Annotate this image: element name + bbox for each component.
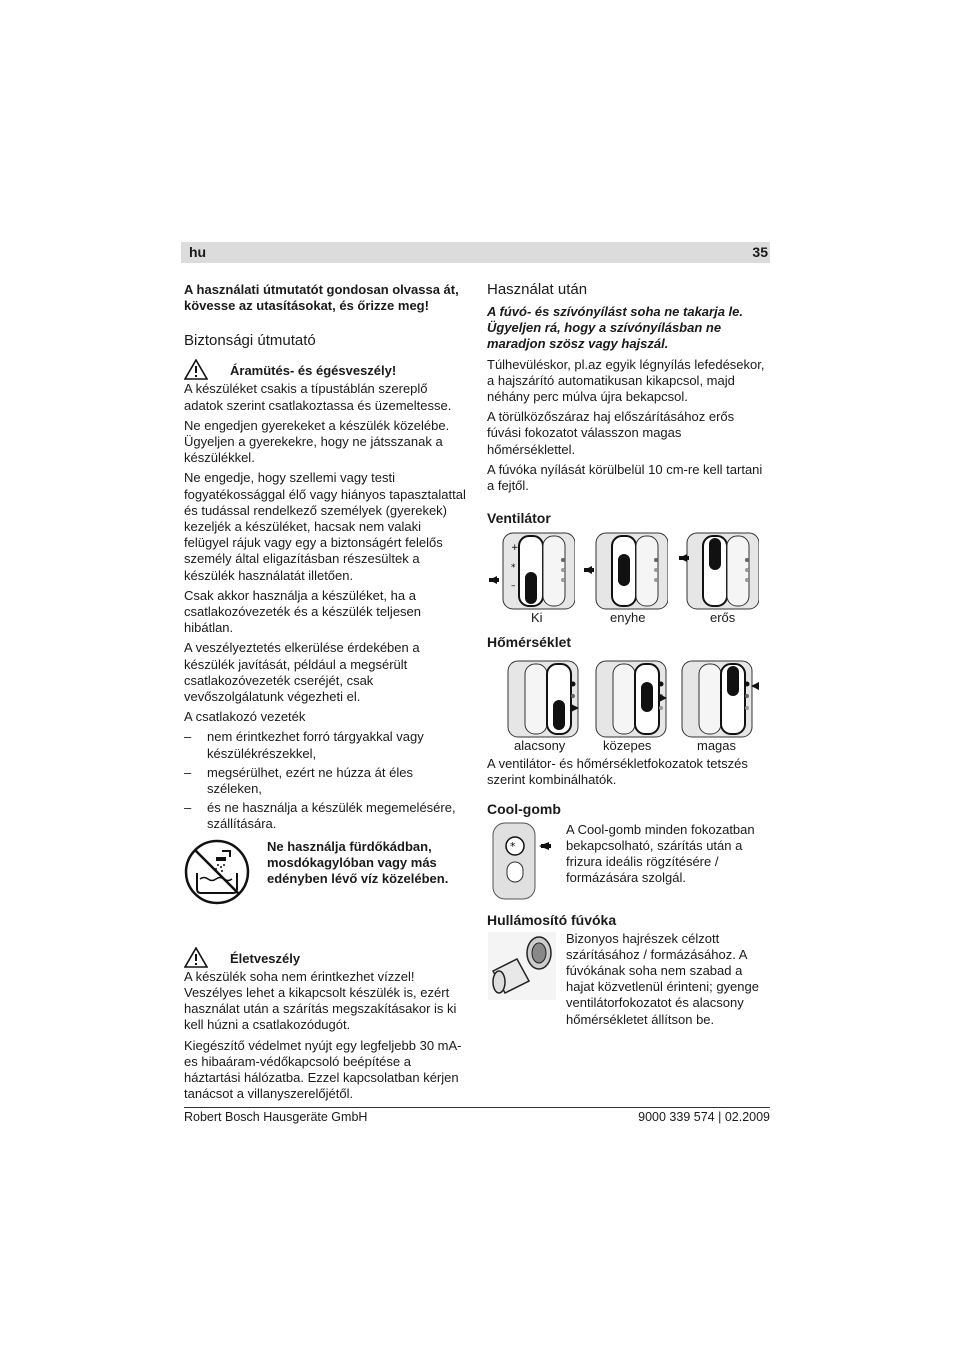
fan-off-illustration [489,532,575,610]
safety-p7: A készülék soha nem érintkezhet vízzel! Veszélyes lehet a kikapcsolt készülék is, ezért használat után a szárítás megszakításakor is ki kell húzni a csatlakozódugót. [184,968,457,1033]
no-water-bath-icon [184,839,250,905]
cool-title: Cool-gomb [487,800,561,817]
safety-title: Biztonsági útmutató [184,332,316,350]
temperature-title: Hőmérséklet [487,634,572,651]
fan-label-off: Ki [531,610,543,626]
svg-text:*: * [511,563,516,574]
nozzle-title: Hullámosító fúvóka [487,911,617,928]
warning-life [184,947,468,969]
temp-label-low: alacsony [514,738,566,754]
diffuser-nozzle-illustration [487,931,557,1001]
cool-section [487,822,771,908]
warning-electric [184,359,468,381]
page-number: 35 [752,244,768,260]
warning-life-title: Életveszély [230,950,301,966]
temp-high-illustration [681,660,761,738]
fan-low-illustration [584,532,668,610]
fan-label-high: erős [710,610,736,626]
cord-list [184,729,468,832]
temp-label-high: magas [697,738,737,754]
nozzle-text: Bizonyos hajrészek célzott szárításához / formázásához. A fúvókának soha nem szabad a hajat közvetlenül érinteni; gyenge ventilátorfokozatot és alacsony hőmérsékletet állítson be. [566,930,759,1027]
cool-button-illustration [487,822,551,900]
fan-label-low: enyhe [610,610,646,626]
svg-text:*: * [510,839,516,853]
left-column [184,282,468,1106]
language-code: hu [189,244,207,260]
temp-label-medium: közepes [603,738,652,754]
cool-text: A Cool-gomb minden fokozatban bekapcsolható, szárítás után a frizura ideális rögzítésére / formázására szolgál. [566,821,755,886]
no-bath-text: Ne használja fürdőkádban, mosdókagylóban vagy más edényben lévő víz közelében. [267,838,449,887]
list-item: – és ne használja a készülék megemelésére, szállítására. [184,800,468,832]
combine-text: A ventilátor- és hőmérsékletfokozatok tetszés szerint kombinálhatók. [487,756,748,788]
footer-company: Robert Bosch Hausgeräte GmbH [184,1110,368,1124]
footer-doc-number: 9000 339 574 | 02.2009 [638,1110,770,1124]
safety-p5: A veszélyeztetés elkerülése érdekében a készülék javítását, például a megsérült csatlakozóvezeték cseréjét, csak vevőszolgálatunk végezheti el. [184,640,420,705]
after-use-p1: Túlhevüléskor, pl.az egyik légnyílás lefedésekor, a hajszárító automatikusan kikapcsol, majd néhány perc múlva újra bekapcsol. [487,356,765,405]
safety-p8: Kiegészítő védelmet nyújt egy legfeljebb 30 mA-es hibaáram-védőkapcsoló beépítése a háztartási hálózatba. Ezzel kapcsolatban kérjen tanácsot a villanyszerelőjétől. [184,1037,462,1102]
intro-text: A használati útmutatót gondosan olvassa át, kövesse az utasításokat, és őrizze meg! [184,282,459,314]
fan-illustrations [487,532,771,610]
footer-divider [184,1107,770,1108]
page-header [181,242,770,263]
svg-text:+: + [511,543,519,554]
safety-p4: Csak akkor használja a készüléket, ha a csatlakozóvezeték és a készülék teljesen hibátlan. [184,587,422,636]
no-bath-warning [184,839,468,923]
list-item: – nem érintkezhet forró tárgyakkal vagy készülékrészekkel, [184,729,468,761]
safety-p6: A csatlakozó vezeték [184,709,306,725]
warning-triangle-icon [184,947,208,968]
temp-medium-illustration [595,660,667,738]
fan-labels [487,610,771,628]
after-use-warning: A fúvó- és szívónyílást soha ne takarja le. Ügyeljen rá, hogy a szívónyílásban ne maradjon szösz vagy hajszál. [487,304,744,352]
svg-text:–: – [511,581,516,592]
temp-low-illustration [507,660,579,738]
list-item: – megsérülhet, ezért ne húzza át éles széleken, [184,765,468,797]
temperature-labels [487,738,771,756]
warning-triangle-icon [184,359,208,380]
safety-p1: A készüléket csakis a típustáblán szereplő adatok szerint csatlakoztassa és üzemeltesse. [184,381,452,413]
fan-title: Ventilátor [487,510,551,527]
after-use-p2: A törülközőszáraz haj előszárításához erős fúvási fokozatot válasszon magas hőmérséklettel. [487,409,735,457]
safety-p2: Ne engedjen gyerekeket a készülék közelébe. Ügyeljen a gyerekekre, hogy ne játsszanak a készülékkel. [184,417,450,466]
right-column [487,281,771,1031]
after-use-p3: A fúvóka nyílását körülbelül 10 cm-re kell tartani a fejtől. [487,461,763,494]
after-use-title: Használat után [487,281,588,298]
fan-high-illustration [679,532,759,610]
warning-electric-title: Áramütés- és égésveszély! [230,363,397,379]
temperature-illustrations [487,660,771,738]
safety-p3: Ne engedje, hogy szellemi vagy testi fogyatékossággal élő vagy hiányos tapasztalattal és tudással rendelkező személyek (gyerekek) kezeljék a készüléket, hacsak nem valaki felügyel rájuk vagy egy a biztonságért felelős személy által eligazításban részesültek a készülék használatát illetően. [184,470,466,583]
nozzle-section [487,931,771,1031]
